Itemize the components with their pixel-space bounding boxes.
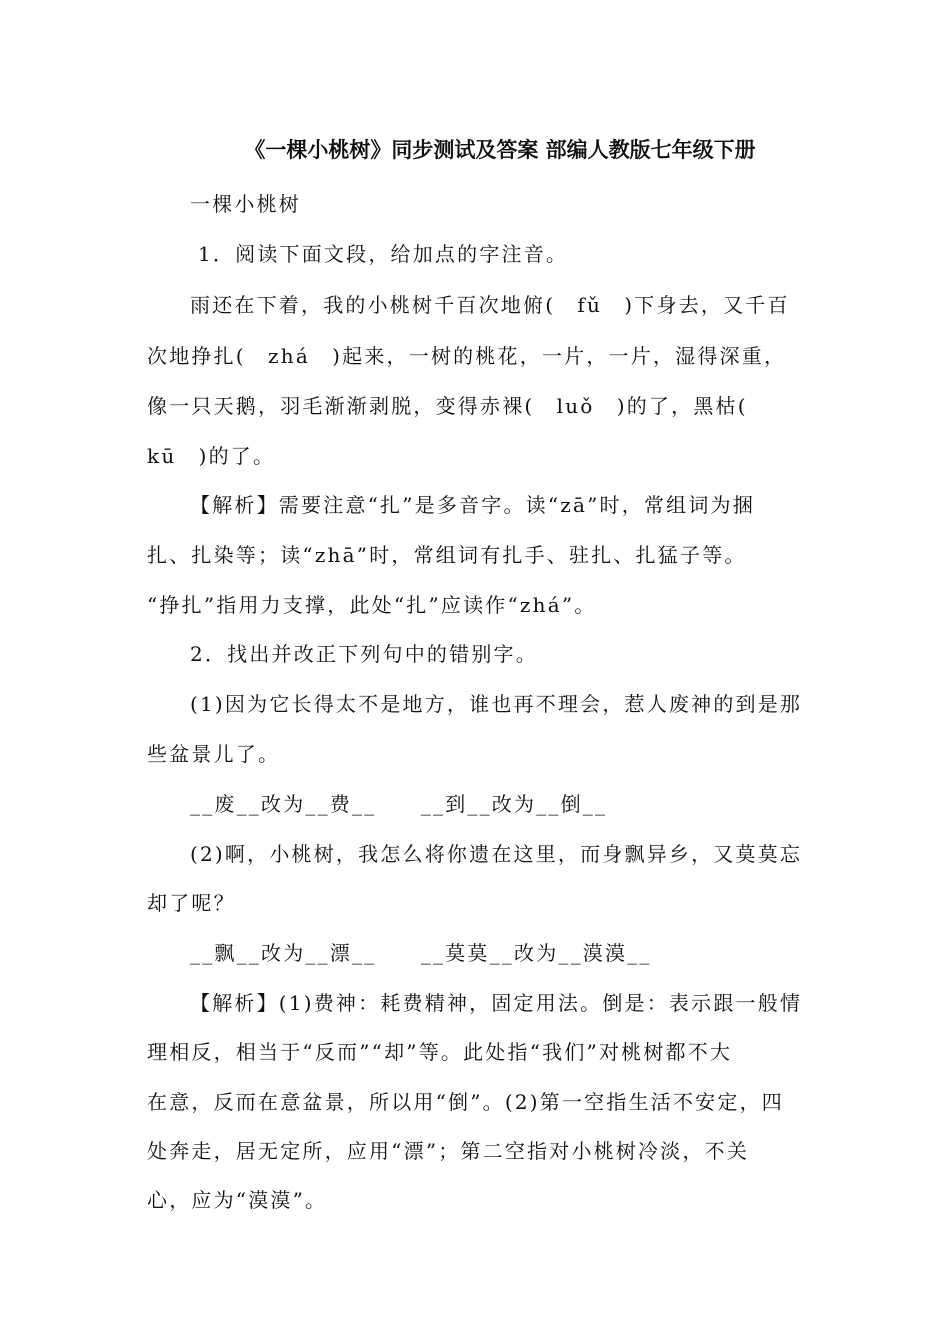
analysis-line: 理相反，相当于“反而”“却”等。此处指“我们”对桃树都不大 (147, 1040, 733, 1064)
answer-line: __飘__改为__漂__ __莫莫__改为__漠漠__ (190, 941, 652, 965)
document-title: 《一棵小桃树》同步测试及答案 部编人教版七年级下册 (244, 138, 756, 162)
passage-line: 雨还在下着，我的小桃树千百次地俯( fǔ )下身去，又千百 (190, 293, 790, 317)
sentence-line: (2)啊，小桃树，我怎么将你遗在这里，而身飘异乡，又莫莫忘 (190, 842, 803, 866)
analysis-line: 【解析】(1)费神：耗费精神，固定用法。倒是：表示跟一般情 (190, 991, 803, 1015)
sentence-line: 些盆景儿了。 (147, 742, 281, 766)
answer-line: __废__改为__费__ __到__改为__倒__ (190, 792, 608, 816)
analysis-line: 心，应为“漠漠”。 (147, 1188, 328, 1212)
analysis-line: “挣扎”指用力支撑，此处“扎”应读作“zhá”。 (147, 593, 597, 617)
passage-line: 像一只天鹅，羽毛渐渐剥脱，变得赤裸( luǒ )的了，黑枯( (147, 394, 748, 418)
question-2-prompt: 2．找出并改正下列句中的错别字。 (190, 642, 538, 666)
section-heading: 一棵小桃树 (190, 192, 301, 216)
analysis-line: 在意，反而在意盆景，所以用“倒”。(2)第一空指生活不安定，四 (147, 1090, 784, 1114)
sentence-line: (1)因为它长得太不是地方，谁也再不理会，惹人废神的到是那 (190, 692, 803, 716)
sentence-line: 却了呢？ (147, 891, 236, 915)
analysis-line: 处奔走，居无定所，应用“漂”；第二空指对小桃树冷淡，不关 (147, 1139, 750, 1163)
question-1-prompt: 1．阅读下面文段，给加点的字注音。 (198, 242, 569, 266)
passage-line: kū )的了。 (147, 444, 276, 468)
passage-line: 次地挣扎( zhá )起来，一树的桃花，一片，一片，湿得深重， (147, 344, 787, 368)
analysis-line: 扎、扎染等；读“zhā”时，常组词有扎手、驻扎、扎猛子等。 (147, 543, 747, 567)
analysis-line: 【解析】需要注意“扎”是多音字。读“zā”时，常组词为捆 (190, 493, 755, 517)
